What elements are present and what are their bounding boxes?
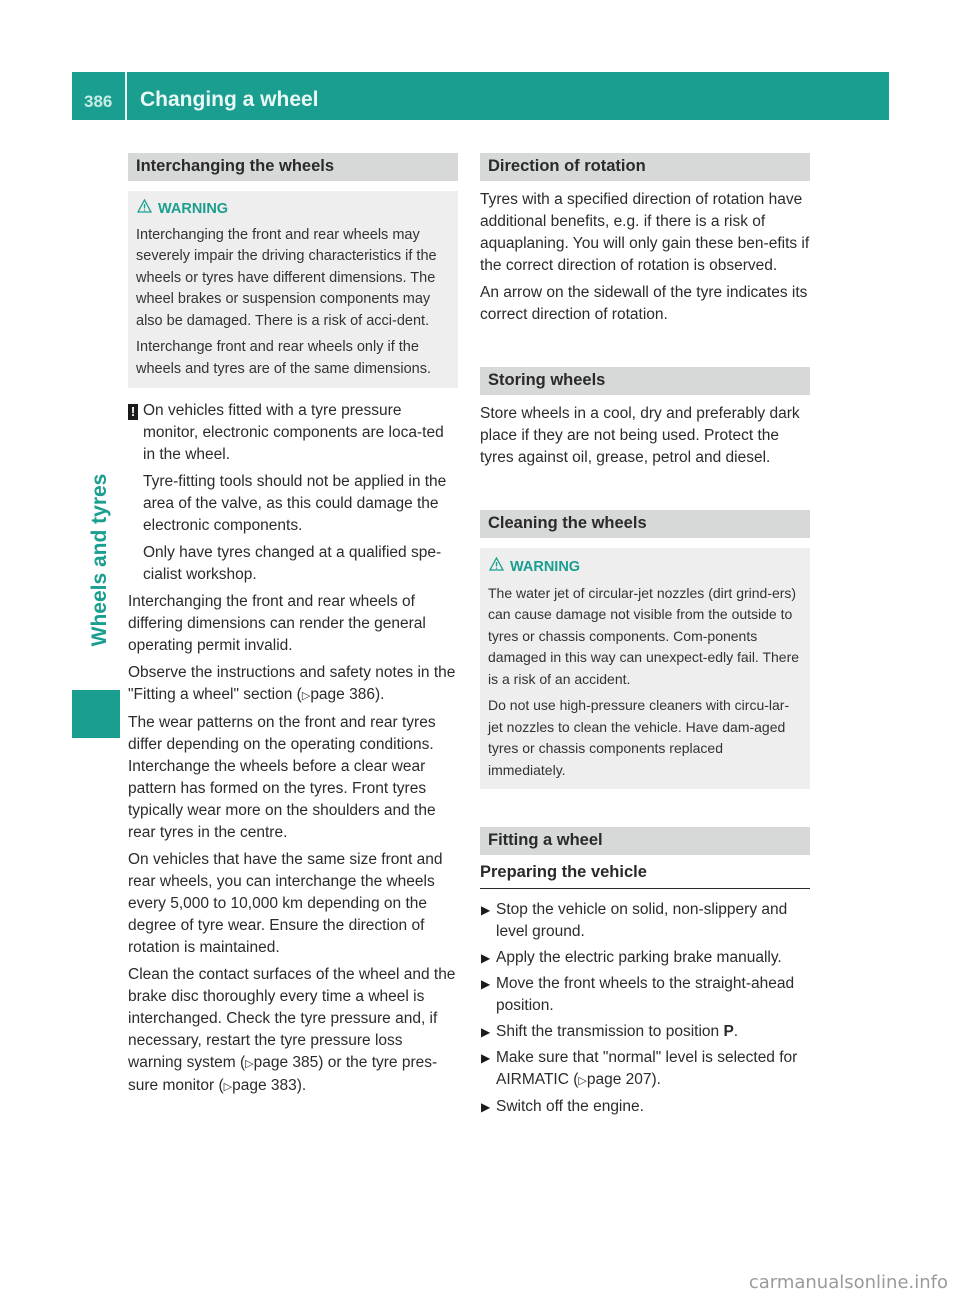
section-heading-cleaning: Cleaning the wheels — [480, 510, 810, 538]
paragraph-text: ) or the tyre pres-sure monitor ( — [128, 1054, 438, 1094]
warning-title: WARNING — [510, 559, 581, 575]
step-text: Apply the electric parking brake manually. — [496, 949, 782, 966]
note-text: Only have tyres changed at a qualified spe-cialist workshop. — [143, 544, 442, 583]
step-text: Switch off the engine. — [496, 1098, 644, 1115]
step-text: Shift the transmission to position — [496, 1023, 724, 1040]
page-ref-link[interactable]: page 207 — [586, 1071, 652, 1088]
paragraph-text: ). — [374, 686, 385, 703]
note-text: On vehicles fitted with a tyre pressure monitor, electronic components are loca-ted in the wheel. — [143, 402, 444, 463]
paragraph-text: Observe the instructions and safety notes in the "Fitting a wheel" section ( — [128, 664, 456, 703]
warning-text: Do not use high-pressure cleaners with circu-lar-jet nozzles to clean the vehicle. Have dam-aged tyres or chassis components replaced immediately. — [488, 697, 790, 778]
step-text: ). — [651, 1071, 661, 1088]
footer-watermark: carmanualsonline.info — [748, 1272, 948, 1293]
left-column — [128, 153, 458, 1103]
step-arrow-icon: ▶ — [481, 951, 491, 965]
warning-box — [480, 548, 810, 789]
step-text: Move the front wheels to the straight-ahead position. — [496, 975, 795, 1014]
paragraph-text: ). — [296, 1077, 307, 1094]
page-ref-icon: ▷ — [301, 690, 311, 702]
warning-text: The water jet of circular-jet nozzles (dirt grind-ers) can cause damage not visible from the outside to tyres or chassis components. Com-ponents damaged in this way can unexpect-edly fail. There is a risk of an accident. — [488, 584, 800, 687]
section-heading-rotation: Direction of rotation — [480, 153, 810, 181]
step-arrow-icon: ▶ — [481, 977, 491, 991]
step-arrow-icon: ▶ — [481, 1025, 491, 1039]
step-item — [480, 1021, 810, 1043]
section-heading-interchanging: Interchanging the wheels — [128, 153, 458, 181]
warning-triangle-icon — [136, 199, 152, 221]
paragraph — [128, 964, 458, 1098]
step-arrow-icon: ▶ — [481, 1051, 491, 1065]
step-text: Make sure that "normal" level is selected for AIRMATIC ( — [496, 1049, 798, 1088]
right-column — [480, 153, 810, 1122]
subheading-preparing: Preparing the vehicle — [480, 863, 810, 889]
side-tab-marker — [72, 690, 120, 738]
step-text: Stop the vehicle on solid, non-slippery and level ground. — [496, 901, 788, 940]
page-ref-link[interactable]: page 385 — [253, 1054, 319, 1071]
step-arrow-icon: ▶ — [481, 1100, 491, 1114]
page-ref-icon: ▷ — [223, 1081, 233, 1093]
page-number: 386 — [84, 92, 113, 111]
warning-triangle-icon — [488, 556, 504, 578]
step-item — [480, 973, 810, 1017]
side-tab-label: Wheels and tyres — [88, 473, 111, 647]
warning-title: WARNING — [158, 201, 229, 217]
step-item — [480, 1096, 810, 1118]
note-text: Tyre-fitting tools should not be applied in the area of the valve, as this could damage the electronic components. — [143, 473, 447, 534]
warning-text: Interchange front and rear wheels only if the wheels and tyres are of the same dimensions. — [136, 339, 431, 377]
paragraph — [128, 662, 458, 707]
section-heading-storing: Storing wheels — [480, 367, 810, 395]
paragraph: Store wheels in a cool, dry and preferably dark place if they are not being used. Protect the tyres against oil, grease, petrol and diesel. — [480, 405, 800, 466]
note-block — [128, 400, 458, 586]
page-ref-icon: ▷ — [578, 1075, 587, 1087]
header-divider — [125, 72, 127, 120]
step-item — [480, 899, 810, 943]
step-text: . — [733, 1023, 739, 1040]
paragraph: Tyres with a specified direction of rotation have additional benefits, e.g. if there is a risk of aquaplaning. You will only gain these ben-efits if the correct direction of rotation is observed. — [480, 191, 810, 274]
warning-text: Interchanging the front and rear wheels may severely impair the driving characteristics if the wheels or tyres have different dimensions. The wheel brakes or suspension components may also be damaged. There is a risk of acci-dent. — [136, 226, 437, 329]
warning-box — [128, 191, 458, 388]
page-ref-icon: ▷ — [245, 1058, 254, 1070]
gear-position: P — [723, 1023, 734, 1040]
paragraph-text: Clean the contact surfaces of the wheel and the brake disc thoroughly every time a wheel is interchanged. Check the tyre pressure and, if necessary, restart the tyre pressure loss warning system ( — [128, 966, 456, 1071]
page-ref-link[interactable]: page 383 — [232, 1077, 297, 1094]
paragraph: Interchanging the front and rear wheels of differing dimensions can render the general operating permit invalid. — [128, 593, 426, 654]
section-heading-fitting: Fitting a wheel — [480, 827, 810, 855]
paragraph: The wear patterns on the front and rear tyres differ depending on the operating conditions. Interchange the wheels before a clear wear pattern has formed on the tyres. Front tyres typically wear more on the shoulders and the rear tyres in the centre. — [128, 714, 436, 841]
page-title: Changing a wheel — [140, 88, 319, 111]
exclamation-icon: ! — [128, 404, 138, 420]
step-item — [480, 947, 810, 969]
paragraph: On vehicles that have the same size front and rear wheels, you can interchange the wheels every 5,000 to 10,000 km depending on the degree of tyre wear. Ensure the direction of rotation is maintained. — [128, 851, 443, 956]
step-arrow-icon: ▶ — [481, 903, 491, 917]
step-item — [480, 1047, 810, 1092]
paragraph: An arrow on the sidewall of the tyre indicates its correct direction of rotation. — [480, 284, 808, 323]
page-ref-link[interactable]: page 386 — [310, 686, 375, 703]
